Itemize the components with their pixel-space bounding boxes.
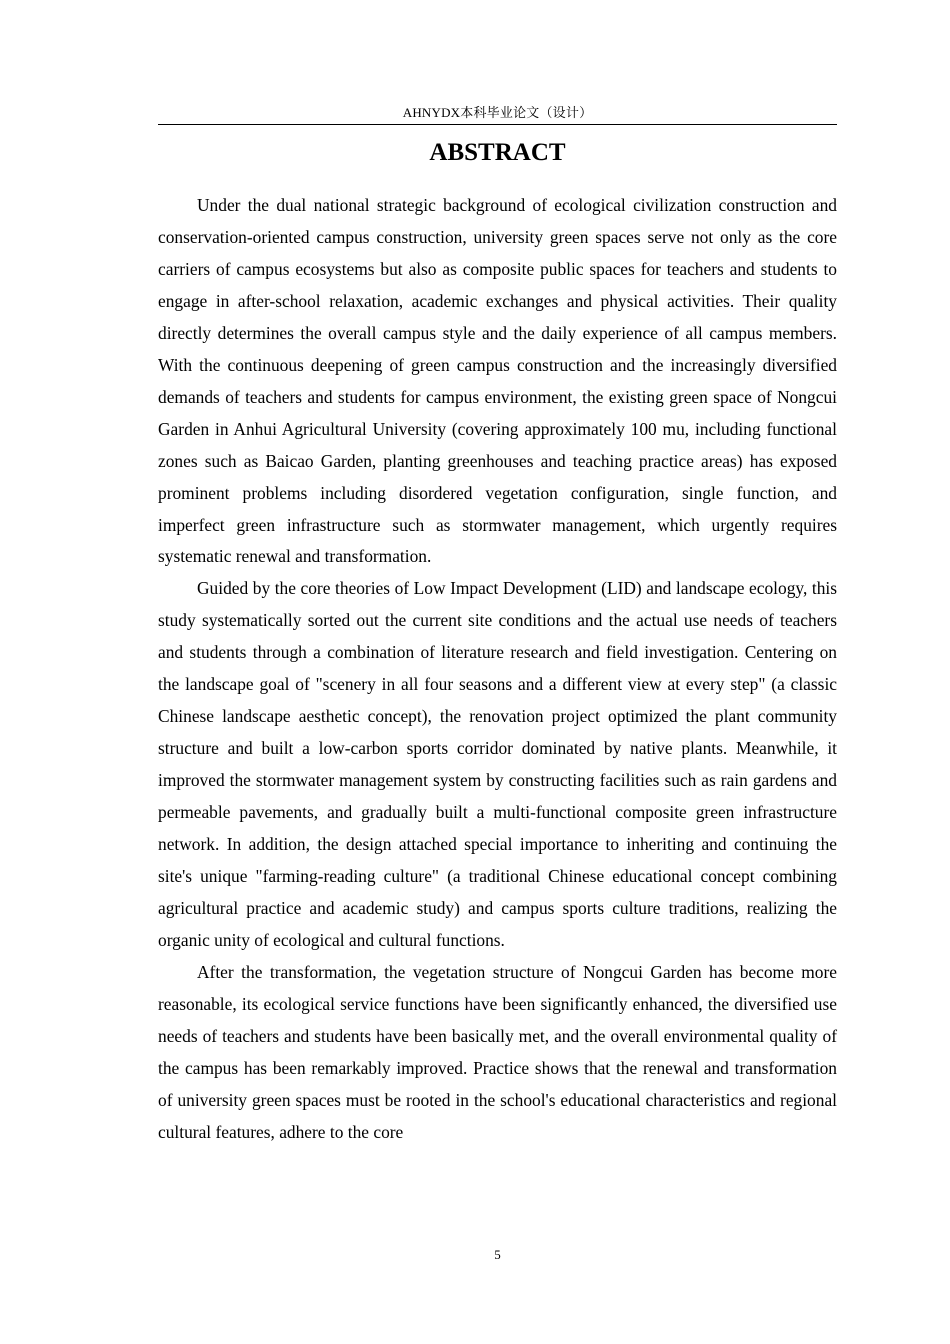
page-number: 5 — [494, 1247, 501, 1262]
abstract-paragraph-2: Guided by the core theories of Low Impact Development (LID) and landscape ecology, this study systematically sorted out the current site conditions and the actual use needs of teachers and students through a combination of literature research and field investigation. Centering on the landscape goal of "scenery in all four seasons and a different view at every step" (a classic Chinese landscape aesthetic concept), the renovation project optimized the plant community structure and built a low-carbon sports corridor dominated by native plants. Meanwhile, it improved the stormwater management system by constructing facilities such as rain gardens and permeable pavements, and gradually built a multi-functional composite green infrastructure network. In addition, the design attached special importance to inheriting and continuing the site's unique "farming-reading culture" (a traditional Chinese educational concept combining agricultural practice and academic study) and campus sports culture traditions, realizing the organic unity of ecological and cultural functions. — [158, 578, 837, 950]
header-divider — [158, 124, 837, 125]
abstract-title: ABSTRACT — [429, 139, 566, 166]
running-header: AHNYDX本科毕业论文（设计） — [402, 105, 593, 120]
abstract-body — [158, 190, 837, 1149]
abstract-paragraph-1: Under the dual national strategic background of ecological civilization construction and conservation-oriented campus construction, university green spaces serve not only as the core carriers of campus ecosystems but also as composite public spaces for teachers and students to engage in after-school relaxation, academic exchanges and physical activities. Their quality directly determines the overall campus style and the daily experience of all campus members. With the continuous deepening of green campus construction and the increasingly diversified demands of teachers and students for campus environment, the existing green space of Nongcui Garden in Anhui Agricultural University (covering approximately 100 mu, including functional zones such as Baicao Garden, planting greenhouses and teaching practice areas) has exposed prominent problems including disordered vegetation configuration, single function, and imperfect green infrastructure such as stormwater management, which urgently requires systematic renewal and transformation. — [158, 195, 837, 567]
abstract-paragraph-3: After the transformation, the vegetation structure of Nongcui Garden has become more reasonable, its ecological service functions have been significantly enhanced, the diversified use needs of teachers and students have been basically met, and the overall environmental quality of the campus has been remarkably improved. Practice shows that the renewal and transformation of university green spaces must be rooted in the school's educational characteristics and regional cultural features, adhere to the core — [158, 961, 837, 1142]
